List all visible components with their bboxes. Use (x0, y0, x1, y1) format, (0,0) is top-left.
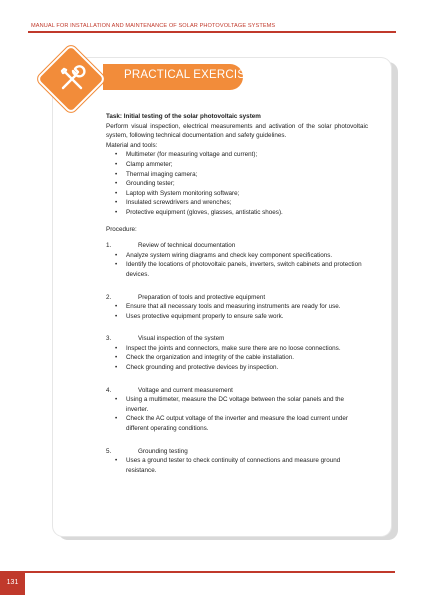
list-item: • Identify the locations of photovoltaic panels, inverters, switch cabinets and protection devices. (106, 260, 368, 279)
list-item: • Ensure that all necessary tools and measuring instruments are ready for use. (106, 302, 368, 312)
page-number: 131 (6, 579, 19, 586)
step-heading (106, 241, 368, 251)
wrench-screwdriver-icon (57, 64, 87, 94)
list-item: • Clamp ammeter; (106, 160, 368, 170)
step-items (106, 251, 368, 280)
list-item: • Multimeter (for measuring voltage and current); (106, 150, 368, 160)
step-heading (106, 386, 368, 396)
step-number: 2. (106, 293, 112, 301)
step-number: 1. (106, 242, 112, 250)
step-heading (106, 293, 368, 303)
step-items (106, 395, 368, 433)
list-item: • Check the AC output voltage of the inverter and measure the load current under different operating conditions. (106, 414, 368, 433)
exercise-content (106, 112, 368, 475)
banner-title: PRACTICAL EXERCISE (124, 69, 254, 81)
step-title: Preparation of tools and protective equipment (138, 293, 266, 301)
step-heading (106, 334, 368, 344)
materials-label: Material and tools: (106, 141, 158, 149)
list-item: • Analyze system wiring diagrams and check key component specifications. (106, 251, 368, 261)
step-title: Visual inspection of the system (138, 335, 225, 343)
step-number: 5. (106, 447, 112, 455)
step-number: 4. (106, 386, 112, 394)
task-description: Perform visual inspection, electrical measurements and activation of the solar photovoltaic system, following technical documentation and safety guidelines. (106, 122, 368, 140)
step-heading (106, 447, 368, 457)
step-title: Review of technical documentation (138, 242, 236, 250)
list-item: • Protective equipment (gloves, glasses, antistatic shoes). (106, 208, 368, 218)
task-title: Task: Initial testing of the solar photovoltaic system (106, 113, 261, 120)
footer-divider (0, 571, 395, 573)
list-item: • Insulated screwdrivers and wrenches; (106, 198, 368, 208)
list-item: • Laptop with System monitoring software; (106, 189, 368, 199)
list-item: • Check the organization and integrity of the cable installation. (106, 353, 368, 363)
list-item: • Using a multimeter, measure the DC voltage between the solar panels and the inverter. (106, 395, 368, 414)
step-title: Voltage and current measurement (138, 386, 233, 394)
step-items (106, 344, 368, 373)
step-title: Grounding testing (138, 447, 188, 455)
list-item: • Thermal imaging camera; (106, 170, 368, 180)
materials-list (106, 150, 368, 217)
procedure-label: Procedure: (106, 225, 137, 233)
list-item: • Uses a ground tester to check continuity of connections and measure ground resistance. (106, 456, 368, 475)
list-item: • Uses protective equipment properly to ensure safe work. (106, 312, 368, 322)
list-item: • Check grounding and protective devices by inspection. (106, 363, 368, 373)
step-items (106, 302, 368, 321)
step-items (106, 456, 368, 475)
list-item: • Grounding tester; (106, 179, 368, 189)
list-item: • Inspect the joints and connectors, make sure there are no loose connections. (106, 344, 368, 354)
step-number: 3. (106, 335, 112, 343)
running-header: MANUAL FOR INSTALLATION AND MAINTENANCE OF SOLAR PHOTOVOLTAGE SYSTEMS (31, 23, 276, 29)
header-divider (28, 31, 396, 33)
